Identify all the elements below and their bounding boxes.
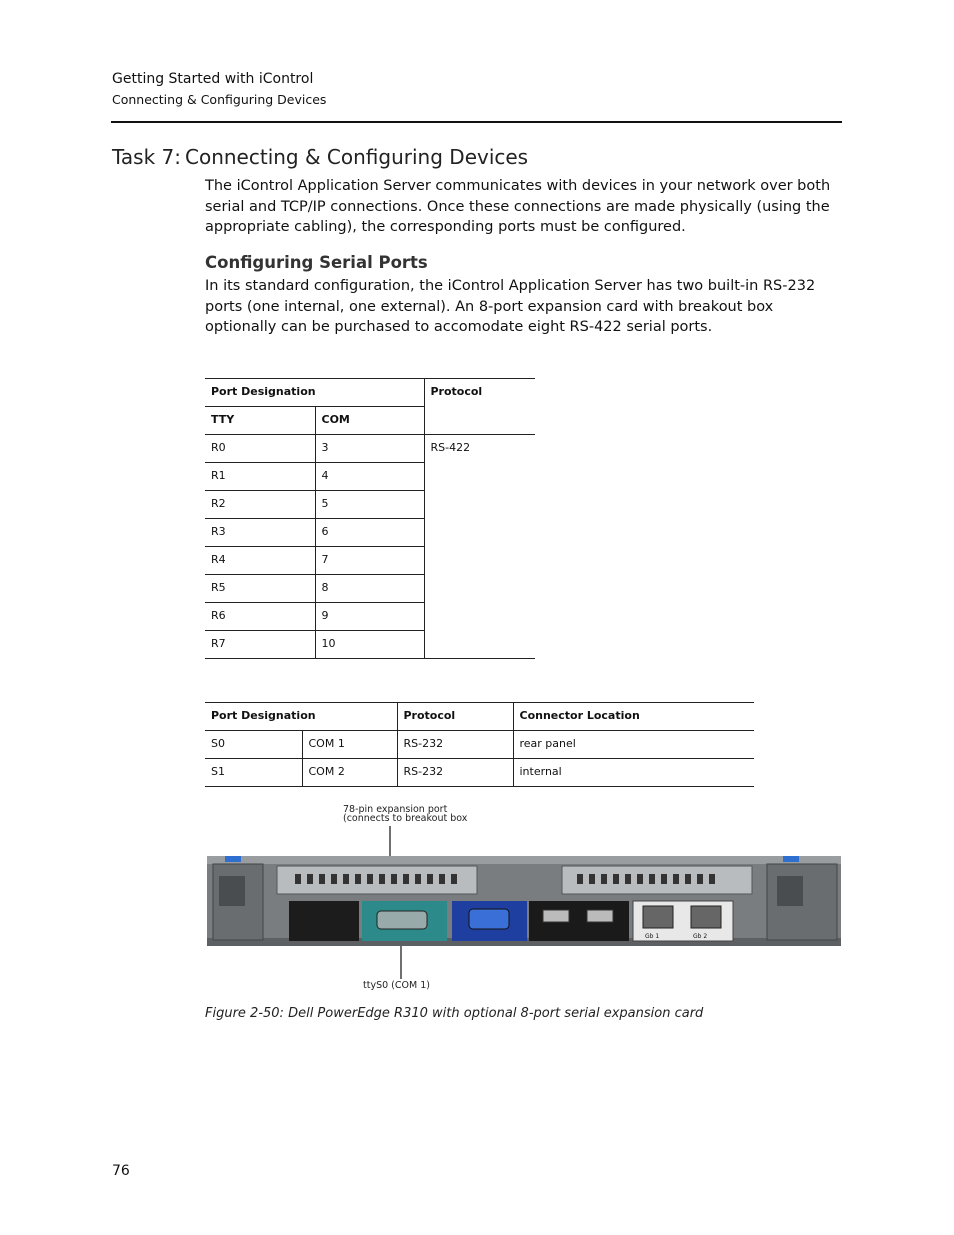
location-cell: rear panel [513,731,754,759]
protocol-cell: RS-232 [397,731,513,759]
t1-col-tty: TTY [205,407,315,435]
com-cell: 10 [315,631,424,659]
tty-cell: R1 [205,463,315,491]
com-cell: 5 [315,491,424,519]
t2-header-location: Connector Location [513,703,754,731]
com-cell: 8 [315,575,424,603]
nic-port-2 [691,906,721,928]
subsection-title: Configuring Serial Ports [205,253,428,272]
com-cell: 7 [315,547,424,575]
location-cell: internal [513,759,754,787]
psu-left-vent [219,876,245,906]
protocol-cell: RS-422 [424,435,535,659]
usb-port-2 [587,910,613,922]
subsection-body: In its standard configuration, the iControl Application Server has two built-in RS-232 ports (one internal, one external). An 8-port expansion card with breakout box optionally can be purchased to accomodate eight RS-422 serial ports. [205,278,816,335]
power-connector [289,901,359,941]
intro-paragraph: The iControl Application Server communicates with devices in your network over both serial and TCP/IP connections. Once these connections are made physically (using the appropriate cabling), the corresponding ports must be configured. [205,178,831,235]
psu-right-vent [777,876,803,906]
com-cell: 3 [315,435,424,463]
callout-line1: 78-pin expansion port [343,804,448,815]
port-cell: S1 [205,759,302,787]
com-cell: COM 1 [302,731,397,759]
com-cell: COM 2 [302,759,397,787]
callout-line2: (connects to breakout box [343,813,468,824]
tty-cell: R6 [205,603,315,631]
nic2-label: Gb 2 [693,933,708,940]
tty-cell: R4 [205,547,315,575]
chassis-top-edge [207,856,841,864]
tty-cell: R0 [205,435,315,463]
running-header-title: Getting Started with iControl [112,71,314,87]
com-cell: 9 [315,603,424,631]
t1-col-com: COM [315,407,424,435]
usb-port-1 [543,910,569,922]
nic1-label: Gb 1 [645,933,660,940]
t1-header-port: Port Designation [205,379,424,407]
right-blue-latch [783,856,799,862]
page-number: 76 [112,1163,130,1179]
figure-caption: Figure 2-50: Dell PowerEdge R310 with optional 8-port serial expansion card [205,1006,704,1021]
com-cell: 6 [315,519,424,547]
tty-cell: R7 [205,631,315,659]
tty-cell: R3 [205,519,315,547]
left-blue-latch [225,856,241,862]
vga-port [469,909,509,929]
t2-header-port: Port Designation [205,703,397,731]
ttys0-callout: ttyS0 (COM 1) [363,980,430,991]
running-header-section: Connecting & Configuring Devices [112,92,327,107]
t1-header-protocol: Protocol [424,379,535,435]
task-number: Task 7: [112,145,181,169]
server-rear-panel-image [207,856,841,946]
task-title: Connecting & Configuring Devices [185,145,529,169]
nic-port-1 [643,906,673,928]
db9-serial-port [377,911,427,929]
protocol-cell: RS-232 [397,759,513,787]
port-cell: S0 [205,731,302,759]
tty-cell: R2 [205,491,315,519]
com-cell: 4 [315,463,424,491]
t2-header-protocol: Protocol [397,703,513,731]
tty-cell: R5 [205,575,315,603]
